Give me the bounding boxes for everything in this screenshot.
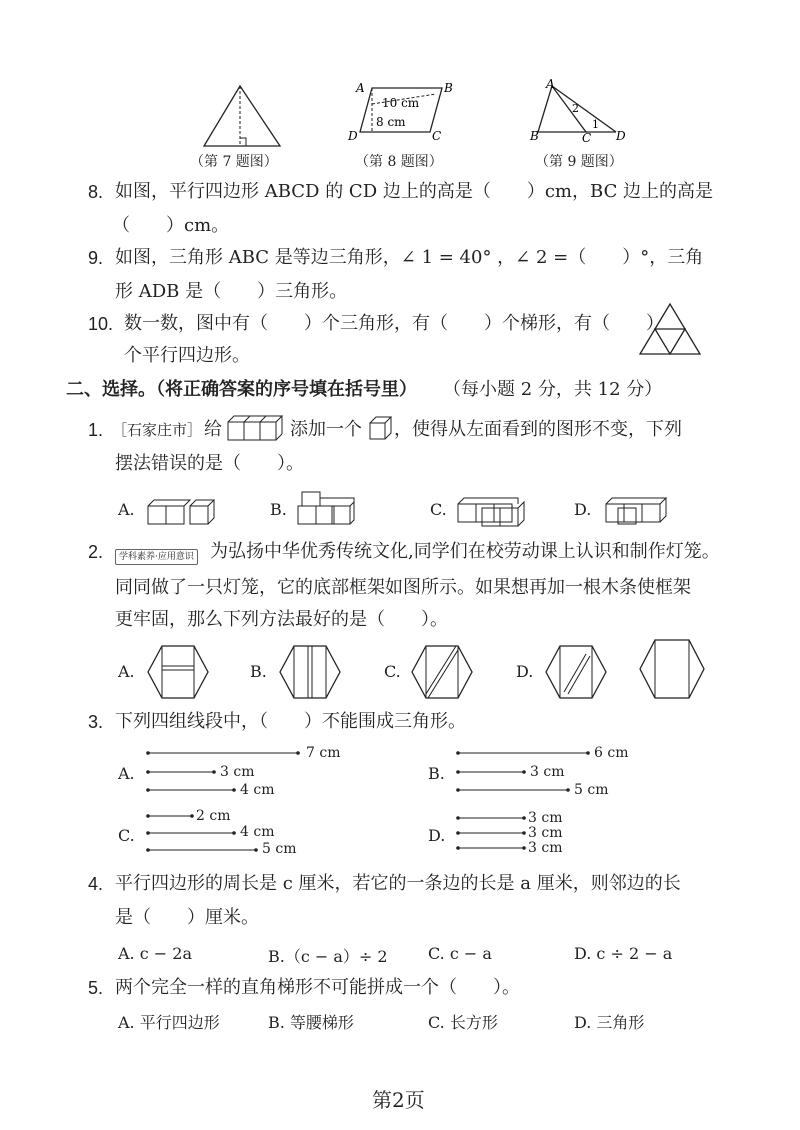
figure-8-parallelogram: [346, 80, 456, 146]
fig8-label-8cm: 8 cm: [376, 115, 406, 129]
c3-line1: 下列四组线段中，（ ）不能围成三角形。: [115, 711, 466, 732]
c3-d-seg1: 3 cm: [528, 810, 563, 826]
c4-number: 4.: [88, 874, 104, 894]
c1-option-b-label[interactable]: B.: [270, 500, 287, 519]
c1-pre: 给: [204, 419, 222, 440]
c1-option-d-figure[interactable]: [604, 492, 668, 528]
fig8-label-B: B: [444, 81, 453, 95]
c4-option-d[interactable]: D. c ÷ 2 − a: [574, 944, 673, 963]
c2-option-d-label[interactable]: D.: [516, 662, 534, 681]
c1-number: 1.: [88, 420, 104, 440]
fig8-label-D: D: [348, 129, 358, 143]
c5-option-d[interactable]: D. 三角形: [574, 1013, 645, 1032]
c1-option-c-label[interactable]: C.: [430, 500, 447, 519]
c1-mid: 添加一个: [290, 419, 362, 440]
c1-post: ，使得从左面看到的图形不变，下列: [394, 419, 682, 440]
fig9-label-D: D: [616, 129, 626, 143]
c3-a-seg2: 3 cm: [220, 764, 255, 780]
c4-option-b[interactable]: B.（c − a）÷ 2: [268, 947, 388, 966]
q8-number: 8.: [88, 182, 104, 202]
c3-a-seg1: 7 cm: [306, 745, 341, 761]
c2-option-b-label[interactable]: B.: [250, 662, 267, 681]
q8-line1: 如图，平行四边形 ABCD 的 CD 边上的高是（ ）cm，BC 边上的高是: [115, 181, 714, 202]
q8-line2: （ ）cm。: [112, 215, 230, 236]
c5-option-a[interactable]: A. 平行四边形: [118, 1013, 220, 1032]
c1-tag: ［石家庄市］: [112, 421, 203, 439]
q10-triangle-figure: [638, 302, 704, 356]
q10-line1: 数一数，图中有（ ）个三角形，有（ ）个梯形，有（ ）: [124, 313, 664, 334]
c5-option-b[interactable]: B. 等腰梯形: [268, 1013, 354, 1032]
figure-8-caption: （第 8 题图）: [355, 154, 443, 170]
c4-line2: 是（ ）厘米。: [115, 907, 259, 928]
c3-c-seg3: 5 cm: [262, 841, 297, 857]
c3-b-seg2: 3 cm: [530, 764, 565, 780]
c5-line1: 两个完全一样的直角梯形不可能拼成一个（ ）。: [115, 977, 520, 998]
q9-line2: 形 ADB 是（ ）三角形。: [115, 281, 348, 302]
figure-7-caption: （第 7 题图）: [190, 154, 278, 170]
c2-line1: 为弘扬中华优秀传统文化,同学们在校劳动课上认识和制作灯笼。: [210, 541, 720, 562]
c3-option-d-label[interactable]: D.: [428, 826, 446, 845]
c2-line3: 更牢固，那么下列方法最好的是（ ）。: [115, 609, 448, 630]
c1-given-cubes: [226, 414, 282, 444]
c2-option-c-hexagon[interactable]: [410, 644, 474, 700]
c2-option-d-hexagon[interactable]: [544, 644, 608, 700]
c3-b-seg1: 6 cm: [594, 745, 629, 761]
c5-option-c[interactable]: C. 长方形: [428, 1013, 498, 1032]
fig9-angle-2: 2: [572, 102, 579, 115]
c2-option-a-hexagon[interactable]: [146, 644, 210, 700]
q10-line2: 个平行四边形。: [124, 345, 250, 366]
c3-d-seg3: 3 cm: [528, 840, 563, 856]
fig9-label-B: B: [530, 129, 539, 143]
c1-option-d-label[interactable]: D.: [574, 500, 592, 519]
c1-option-a-label[interactable]: A.: [118, 500, 135, 519]
q9-line1: 如图，三角形 ABC 是等边三角形，∠ 1 = 40° ，∠ 2 =（ ）°，三角: [115, 247, 704, 268]
fig8-label-10cm: 10 cm: [382, 96, 420, 110]
c1-single-cube: [368, 416, 392, 442]
figure-7-triangle: [200, 84, 290, 150]
c1-option-a-figure[interactable]: [146, 494, 216, 528]
c3-number: 3.: [88, 712, 104, 732]
fig9-label-A: A: [546, 77, 555, 91]
fig8-label-A: A: [356, 81, 365, 95]
q10-number: 10.: [88, 314, 114, 334]
c1-option-b-figure[interactable]: [296, 490, 356, 528]
c3-a-seg3: 4 cm: [240, 782, 275, 798]
c4-option-c[interactable]: C. c − a: [428, 944, 492, 963]
c2-option-b-hexagon[interactable]: [278, 644, 342, 700]
section2-note: （每小题 2 分，共 12 分）: [443, 379, 663, 400]
c3-c-seg2: 4 cm: [240, 824, 275, 840]
c2-option-a-label[interactable]: A.: [118, 662, 135, 681]
c2-line2: 同同做了一只灯笼，它的底部框架如图所示。如果想再加一根木条使框架: [115, 577, 691, 598]
section2-title: 二、选择。（将正确答案的序号填在括号里）: [66, 379, 417, 400]
fig9-angle-1: 1: [592, 118, 599, 131]
c3-option-b-label[interactable]: B.: [428, 764, 445, 783]
figure-9-triangles: [530, 77, 630, 146]
c3-c-seg1: 2 cm: [196, 808, 231, 824]
c5-number: 5.: [88, 978, 104, 998]
c3-d-seg2: 3 cm: [528, 825, 563, 841]
page-number: 第2页: [372, 1088, 425, 1112]
c2-tag-badge: 学科素养·应用意识: [115, 549, 198, 565]
c4-option-a[interactable]: A. c − 2a: [118, 944, 192, 963]
c3-option-c-label[interactable]: C.: [118, 826, 135, 845]
c2-option-c-label[interactable]: C.: [384, 662, 401, 681]
c2-number: 2.: [88, 542, 104, 562]
q9-number: 9.: [88, 248, 104, 268]
c3-b-seg3: 5 cm: [574, 782, 609, 798]
fig8-label-C: C: [432, 129, 442, 143]
c2-lantern-frame: [638, 638, 706, 700]
c1-option-c-figure[interactable]: [456, 494, 534, 528]
c4-line1: 平行四边形的周长是 c 厘米，若它的一条边的长是 a 厘米，则邻边的长: [115, 873, 681, 894]
c1-line2: 摆法错误的是（ ）。: [115, 453, 304, 474]
c3-option-a-label[interactable]: A.: [118, 764, 135, 783]
figure-9-caption: （第 9 题图）: [535, 154, 623, 170]
fig9-label-C: C: [582, 131, 592, 145]
